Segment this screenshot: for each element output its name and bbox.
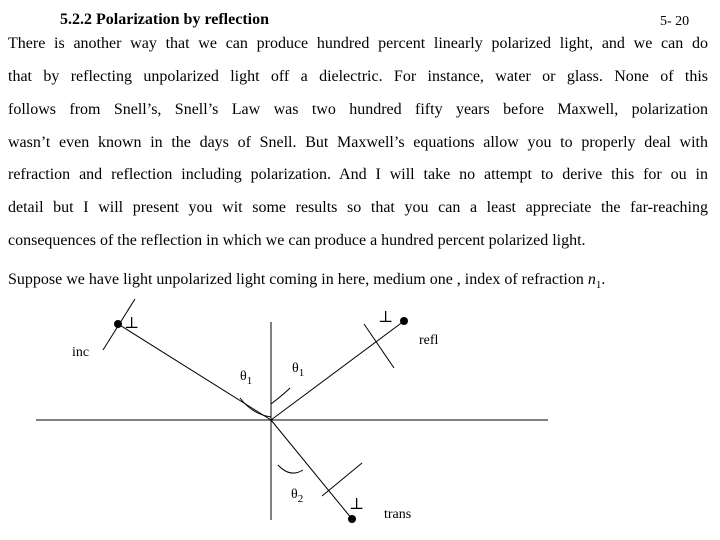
reflected-wavefront <box>364 324 394 368</box>
incident-angle-arc <box>240 398 271 417</box>
refraction-index-symbol: n <box>587 271 596 288</box>
page-number: 5- 20 <box>660 14 690 29</box>
transmitted-perp-symbol: ⊥ <box>349 496 365 513</box>
transmitted-angle-label: $\theta_2$ <box>291 487 304 505</box>
paragraph-line-6: detail but I will present you wit some results so that you can a least appreciate the far-reaching <box>8 199 708 216</box>
reflected-perp-symbol: ⊥ <box>378 309 394 326</box>
transmitted-dot <box>348 515 356 523</box>
section-title: 5.2.2 Polarization by reflection <box>60 11 269 28</box>
paragraph-line-7: consequences of the reflection in which we can produce a hundred percent polarized light. <box>8 232 586 249</box>
trans-label: trans <box>384 507 412 522</box>
incident-ray <box>118 324 271 420</box>
suppose-end: . <box>601 271 606 288</box>
incident-angle-label: $\theta_1$ <box>240 369 253 387</box>
suppose-text: Suppose we have light unpolarized light coming in here, medium one , index of refraction <box>8 271 588 288</box>
reflected-dot <box>400 317 408 325</box>
transmitted-wavefront <box>322 463 362 496</box>
reflected-angle-label: $\theta_1$ <box>292 361 305 379</box>
refraction-index-subscript: 1 <box>595 279 602 292</box>
paragraph-line-3: follows from Snell’s, Snell’s Law was two hundred fifty years before Maxwell, polarization <box>8 101 708 118</box>
reflected-ray <box>271 321 404 420</box>
incident-perp-symbol: ⊥ <box>124 315 140 332</box>
reflected-angle-arc <box>271 388 290 404</box>
paragraph-line-5: refraction and reflection including polarization. And I will take no attempt to derive this for ou in <box>8 166 708 183</box>
refl-label: refl <box>419 333 439 348</box>
paragraph-line-2: that by reflecting unpolarized light off a dielectric. For instance, water or glass. None of this <box>8 68 708 85</box>
paragraph-line-1: There is another way that we can produce hundred percent linearly polarized light, and we can do <box>8 35 708 52</box>
transmitted-angle-arc <box>278 465 303 473</box>
paragraph-line-4: wasn’t even known in the days of Snell. But Maxwell’s equations allow you to properly deal with <box>8 134 708 151</box>
inc-label: inc <box>72 345 90 360</box>
